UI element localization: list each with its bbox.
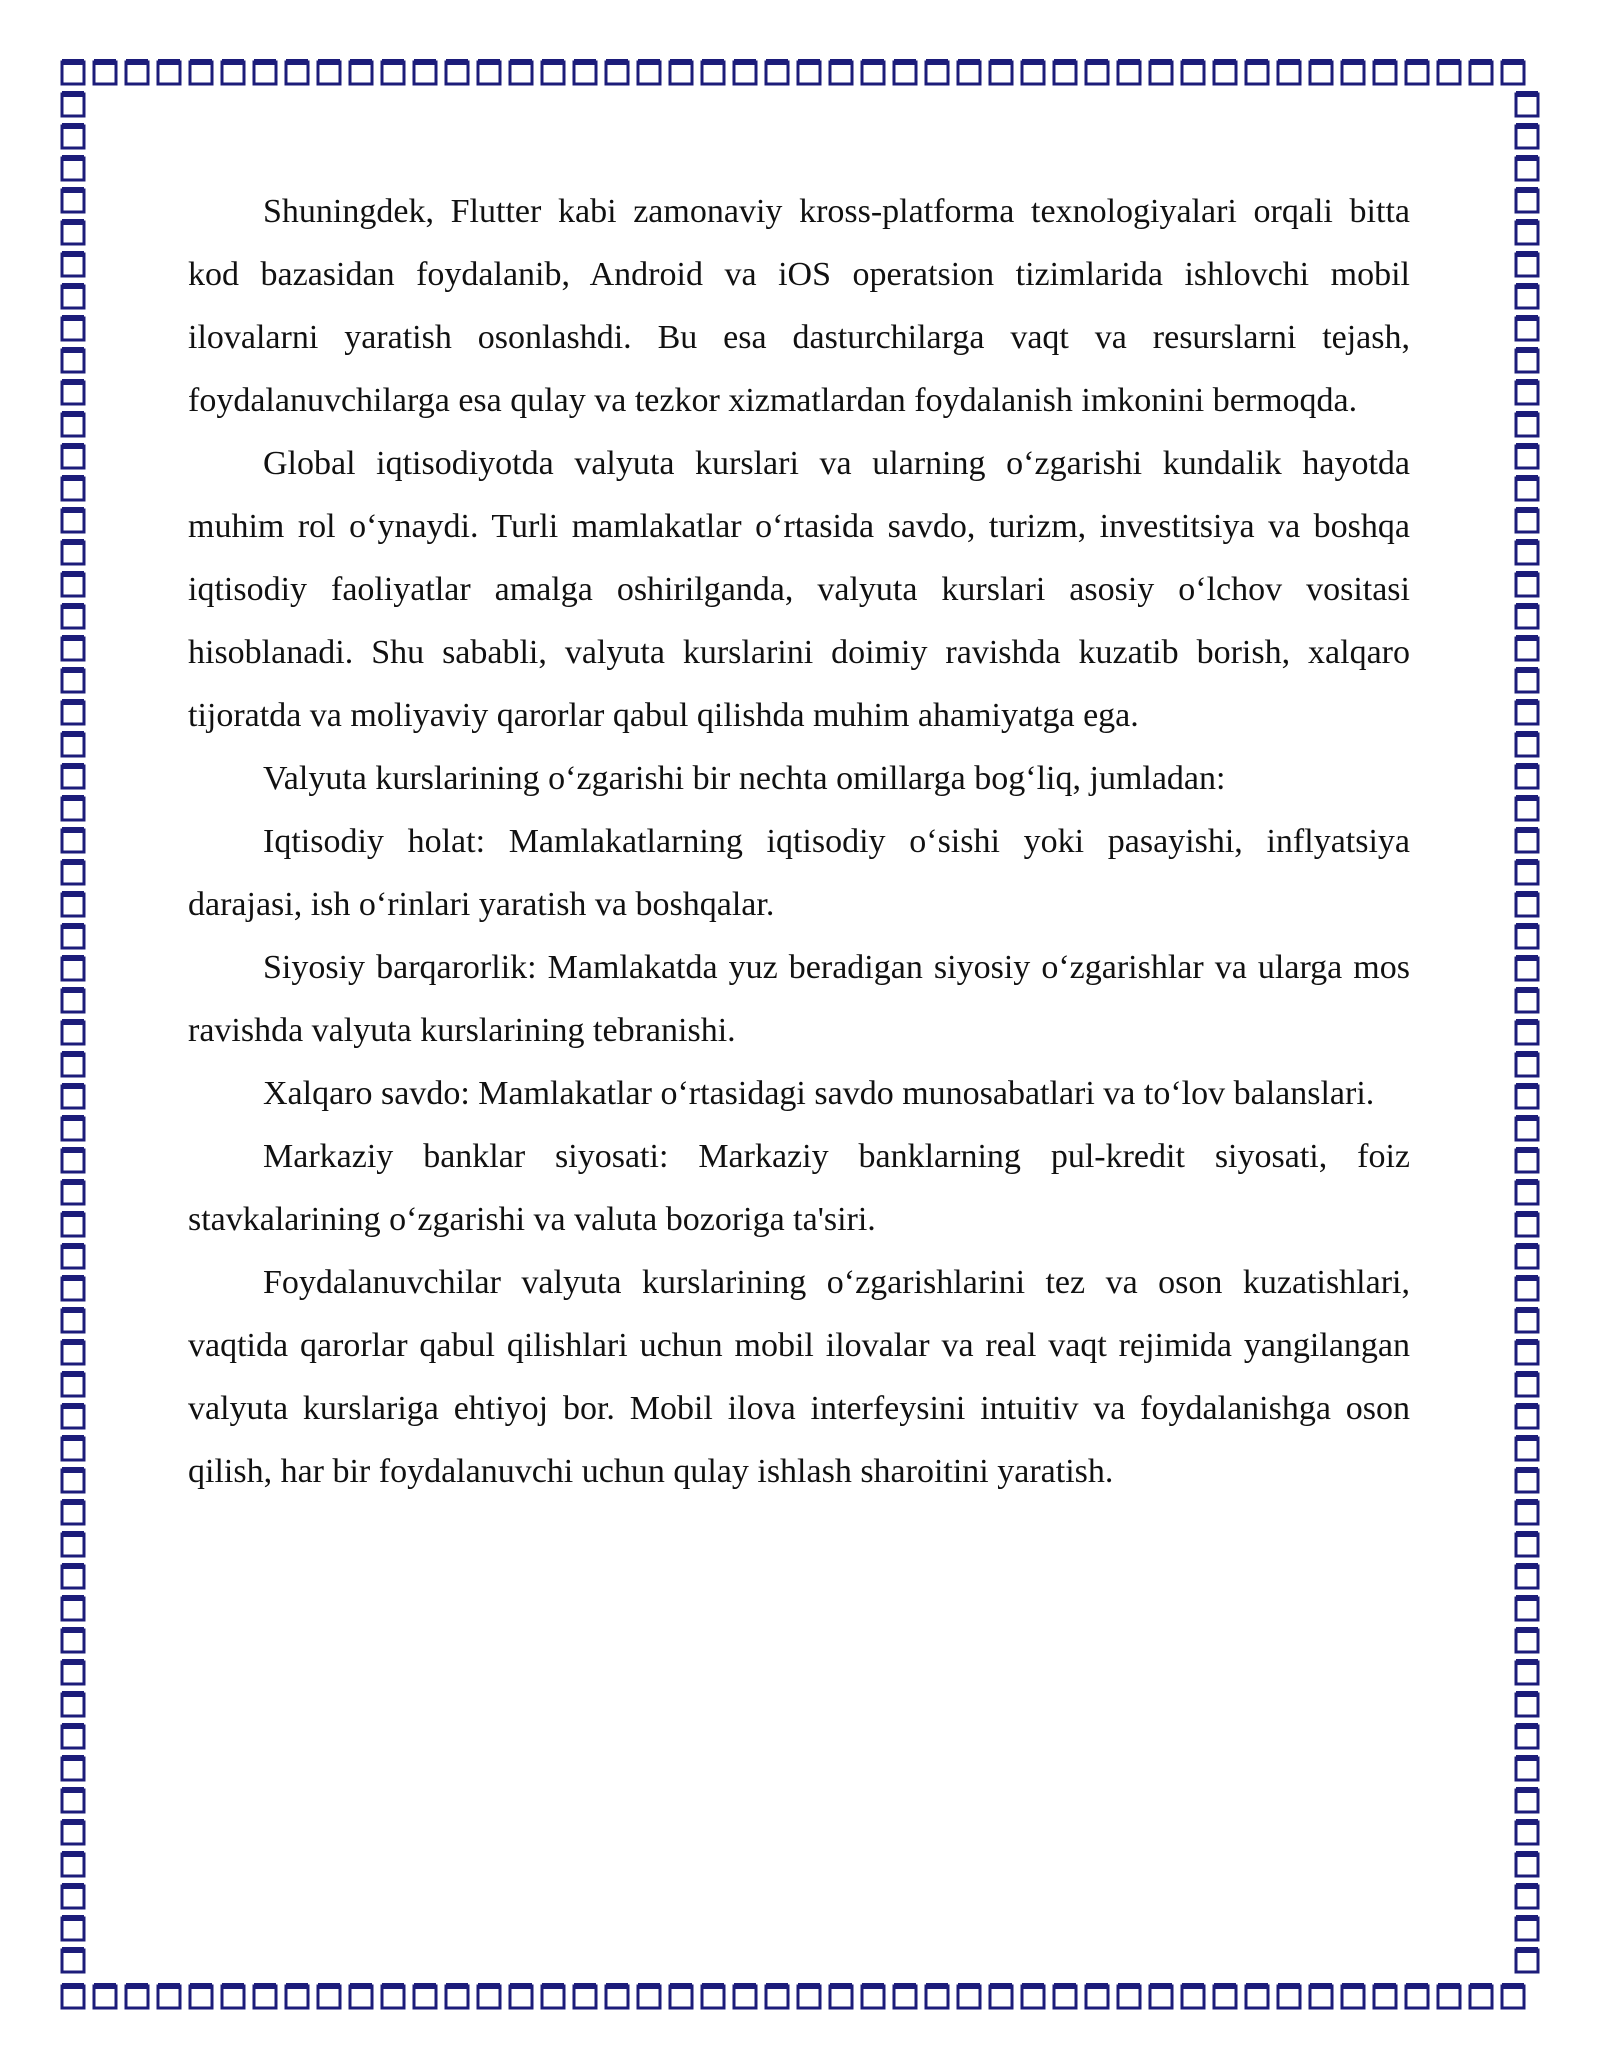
paragraph-global-economy: Global iqtisodiyotda valyuta kurslari va ularning o‘zgarishi kundalik hayotda muhim rol o‘ynaydi. Turli mamlakatlar o‘rtasida savdo, turizm, investitsiya va boshqa iqtisodiy faoliyatlar amalga oshirilganda, valyuta kurslari asosiy o‘lchov vositasi hisoblanadi. Shu sababli, valyuta kurslarini doimiy ravishda kuzatib borish, xalqaro tijoratda va moliyaviy qarorlar qabul qilishda muhim ahamiyatga ega. — [188, 445, 1410, 734]
paragraph-central-banks: Markaziy banklar siyosati: Markaziy banklarning pul-kredit siyosati, foiz stavkalarining o‘zgarishi va valuta bozoriga ta'siri. — [188, 1138, 1410, 1238]
paragraph-economic-state: Iqtisodiy holat: Mamlakatlarning iqtisodiy o‘sishi yoki pasayishi, inflyatsiya darajasi, ish o‘rinlari yaratish va boshqalar. — [188, 823, 1410, 923]
paragraph-flutter: Shuningdek, Flutter kabi zamonaviy kross-platforma texnologiyalari orqali bitta kod bazasidan foydalanib, Android va iOS operatsion tizimlarida ishlovchi mobil ilovalarni yaratish osonlashdi. Bu esa dasturchilarga vaqt va resurslarni tejash, foydalanuvchilarga esa qulay va tezkor xizmatlardan foydalanish imkonini bermoqda. — [188, 193, 1410, 419]
paragraph-international-trade: Xalqaro savdo: Mamlakatlar o‘rtasidagi savdo munosabatlari va to‘lov balanslari. — [263, 1075, 1375, 1112]
paragraph-factors-intro: Valyuta kurslarining o‘zgarishi bir nechta omillarga bog‘liq, jumladan: — [263, 760, 1226, 797]
paragraph-users-need: Foydalanuvchilar valyuta kurslarining o‘zgarishlarini tez va oson kuzatishlari, vaqtida qarorlar qabul qilishlari uchun mobil ilovalar va real vaqt rejimida yangilangan valyuta kurslariga ehtiyoj bor. Mobil ilova interfeysini intuitiv va foydalanishga oson qilish, har bir foydalanuvchi uchun qulay ishlash sharoitini yaratish. — [188, 1264, 1410, 1490]
paragraph-political-stability: Siyosiy barqarorlik: Mamlakatda yuz beradigan siyosiy o‘zgarishlar va ularga mos ravishda valyuta kurslarining tebranishi. — [188, 949, 1410, 1049]
document-body — [188, 180, 1410, 1503]
